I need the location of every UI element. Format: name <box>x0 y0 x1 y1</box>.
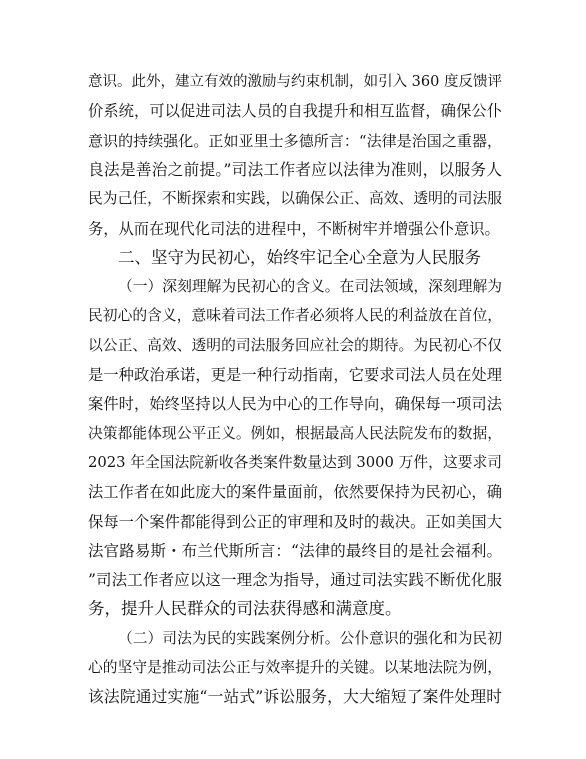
text-line: 以公正、高效、透明的司法服务回应社会的期待。为民初心不仅 <box>88 337 502 354</box>
text-line: 决策都能体现公平正义。例如，根据最高人民法院发布的数据， <box>88 425 502 442</box>
text-line: （二）司法为民的实践案例分析。公仆意识的强化和为民初 <box>118 630 502 647</box>
text-line: 保每一个案件都能得到公正的审理和及时的裁决。正如美国大 <box>88 513 502 531</box>
text-line: ”司法工作者应以这一理念为指导，通过司法实践不断优化服 <box>88 571 502 589</box>
text-line: （一）深刻理解为民初心的含义。在司法领域，深刻理解为 <box>118 278 502 295</box>
text-line: 意识。此外，建立有效的激励与约束机制，如引入 360 度反馈评 <box>88 74 502 90</box>
text-line: 良法是善治之前提。”司法工作者应以法律为准则，以服务人 <box>88 160 502 179</box>
text-line: 该法院通过实施“一站式”诉讼服务，大大缩短了案件处理时 <box>88 687 502 706</box>
text-line: 意识的持续强化。正如亚里士多德所言：“法律是治国之重器， <box>88 132 502 150</box>
text-line: 民初心的含义，意味着司法工作者必须将人民的利益放在首位， <box>88 307 502 324</box>
section-heading: 二、坚守为民初心，始终牢记全心全意为人民服务 <box>118 248 481 267</box>
text-line: 务，提升人民群众的司法获得感和满意度。 <box>88 599 402 618</box>
text-line: 心的坚守是推动司法公正与效率提升的关键。以某地法院为例， <box>88 659 502 676</box>
text-line: 法官路易斯・布兰代斯所言：“法律的最终目的是社会福利。 <box>88 542 502 560</box>
text-line: 民为己任，不断探索和实践，以确保公正、高效、透明的司法服 <box>88 190 502 207</box>
text-line: 务，从而在现代化司法的进程中，不断树牢并增强公仆意识。 <box>88 220 500 238</box>
text-line: 是一种政治承诺，更是一种行动指南，它要求司法人员在处理 <box>88 366 502 384</box>
text-line: 价系统，可以促进司法人员的自我提升和相互监督，确保公仆 <box>88 102 502 120</box>
text-line: 案件时，始终坚持以人民为中心的工作导向，确保每一项司法 <box>88 395 502 413</box>
text-line: 2023 年全国法院新收各类案件数量达到 3000 万件，这要求司 <box>88 454 502 471</box>
text-line: 法工作者在如此庞大的案件量面前，依然要保持为民初心，确 <box>88 483 502 501</box>
